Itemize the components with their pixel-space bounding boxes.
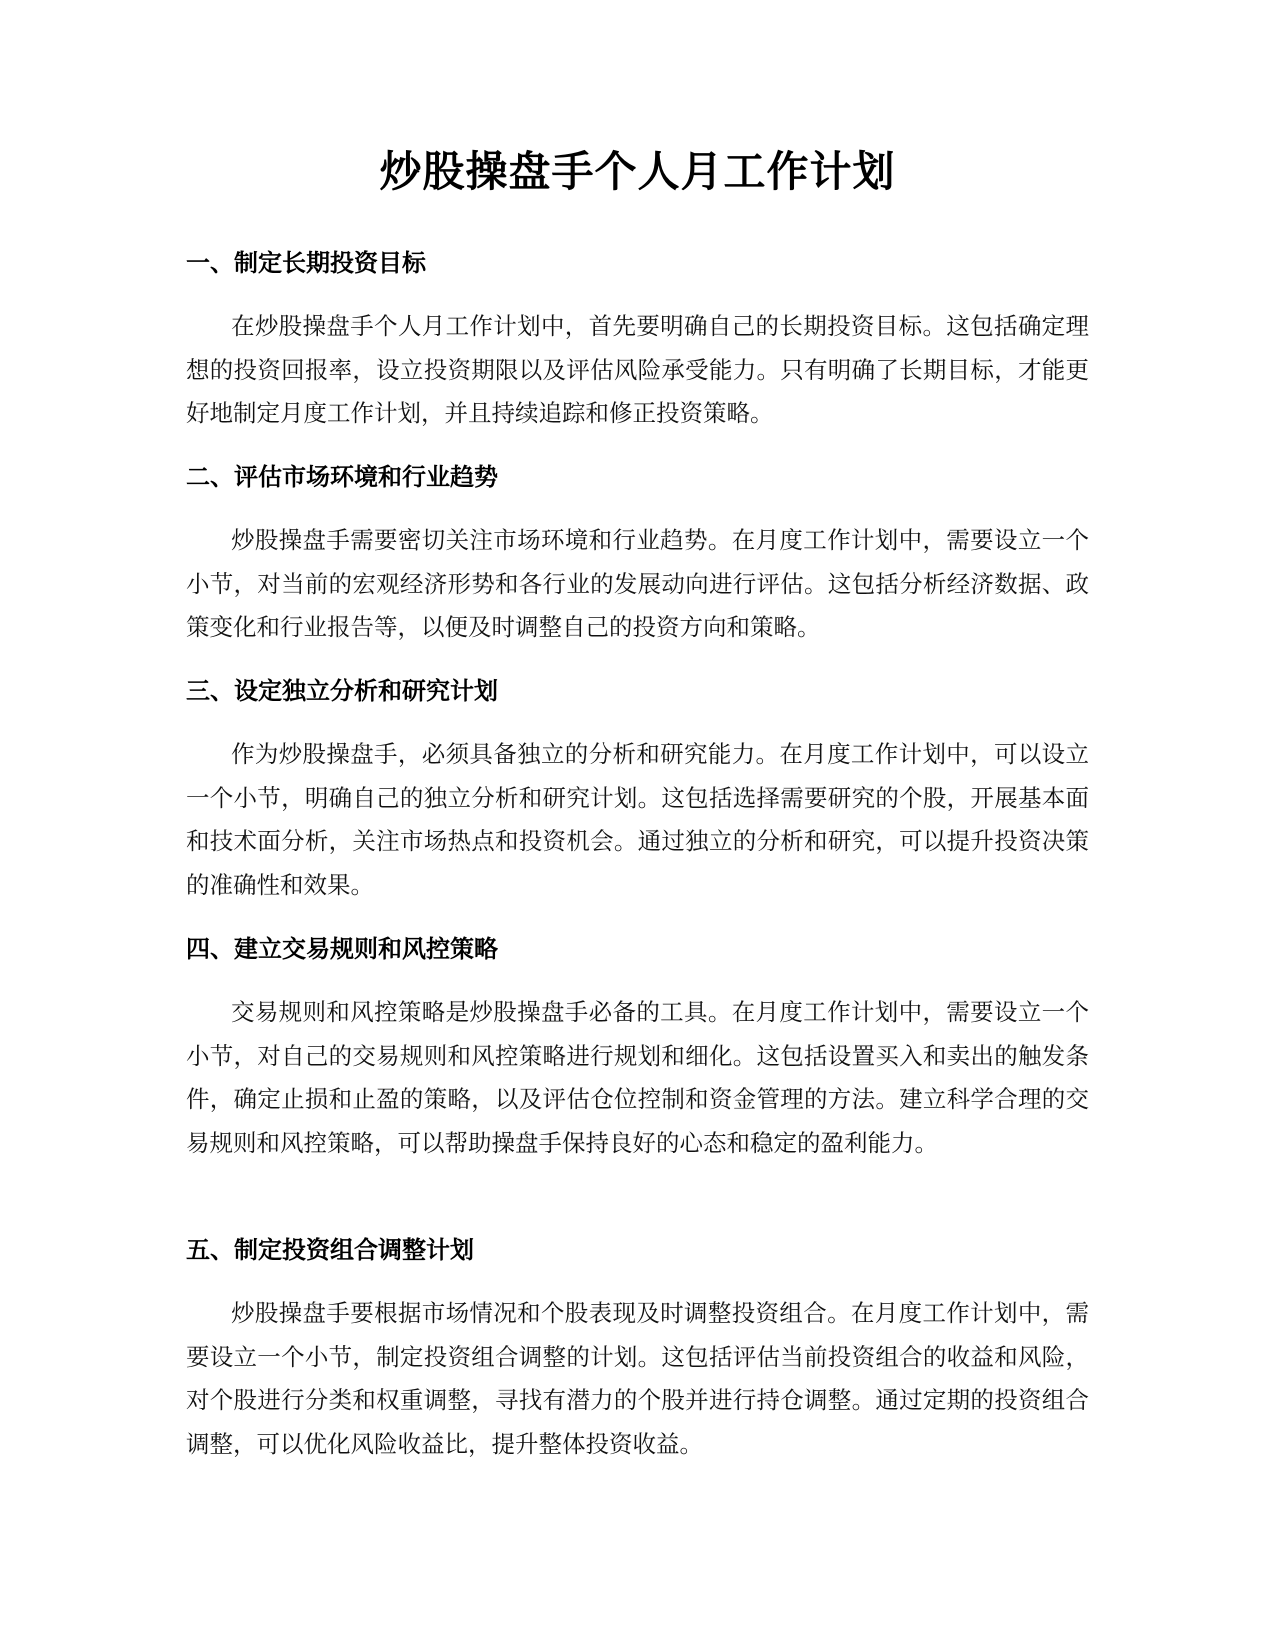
- section-heading: 一、制定长期投资目标: [186, 249, 426, 277]
- section-paragraph: 在炒股操盘手个人月工作计划中，首先要明确自己的长期投资目标。这包括确定理想的投资回报率，设立投资期限以及评估风险承受能力。只有明确了长期目标，才能更好地制定月度工作计划，并且持续追踪和修正投资策略。: [186, 312, 1089, 427]
- section-market-assessment: [186, 460, 1089, 650]
- section-heading: 四、建立交易规则和风控策略: [186, 935, 498, 963]
- section-long-term-goals: [186, 246, 1089, 436]
- section-research-plan: [186, 674, 1089, 907]
- document-page: [186, 142, 1089, 1458]
- section-portfolio-adjustment: [186, 1233, 1089, 1466]
- section-trading-rules: [186, 932, 1089, 1165]
- section-paragraph: 炒股操盘手需要密切关注市场环境和行业趋势。在月度工作计划中，需要设立一个小节，对当前的宏观经济形势和各行业的发展动向进行评估。这包括分析经济数据、政策变化和行业报告等，以便及时调整自己的投资方向和策略。: [186, 526, 1089, 641]
- section-paragraph: 交易规则和风控策略是炒股操盘手必备的工具。在月度工作计划中，需要设立一个小节，对自己的交易规则和风控策略进行规划和细化。这包括设置买入和卖出的触发条件，确定止损和止盈的策略，以及评估仓位控制和资金管理的方法。建立科学合理的交易规则和风控策略，可以帮助操盘手保持良好的心态和稳定的盈利能力。: [186, 998, 1089, 1157]
- document-title: 炒股操盘手个人月工作计划: [379, 147, 896, 196]
- section-heading: 三、设定独立分析和研究计划: [186, 677, 498, 705]
- section-heading: 五、制定投资组合调整计划: [186, 1236, 474, 1264]
- section-paragraph: 作为炒股操盘手，必须具备独立的分析和研究能力。在月度工作计划中，可以设立一个小节，明确自己的独立分析和研究计划。这包括选择需要研究的个股，开展基本面和技术面分析，关注市场热点和投资机会。通过独立的分析和研究，可以提升投资决策的准确性和效果。: [186, 740, 1089, 899]
- section-paragraph: 炒股操盘手要根据市场情况和个股表现及时调整投资组合。在月度工作计划中，需要设立一个小节，制定投资组合调整的计划。这包括评估当前投资组合的收益和风险，对个股进行分类和权重调整，寻找有潜力的个股并进行持仓调整。通过定期的投资组合调整，可以优化风险收益比，提升整体投资收益。: [186, 1299, 1089, 1458]
- section-heading: 二、评估市场环境和行业趋势: [186, 463, 498, 491]
